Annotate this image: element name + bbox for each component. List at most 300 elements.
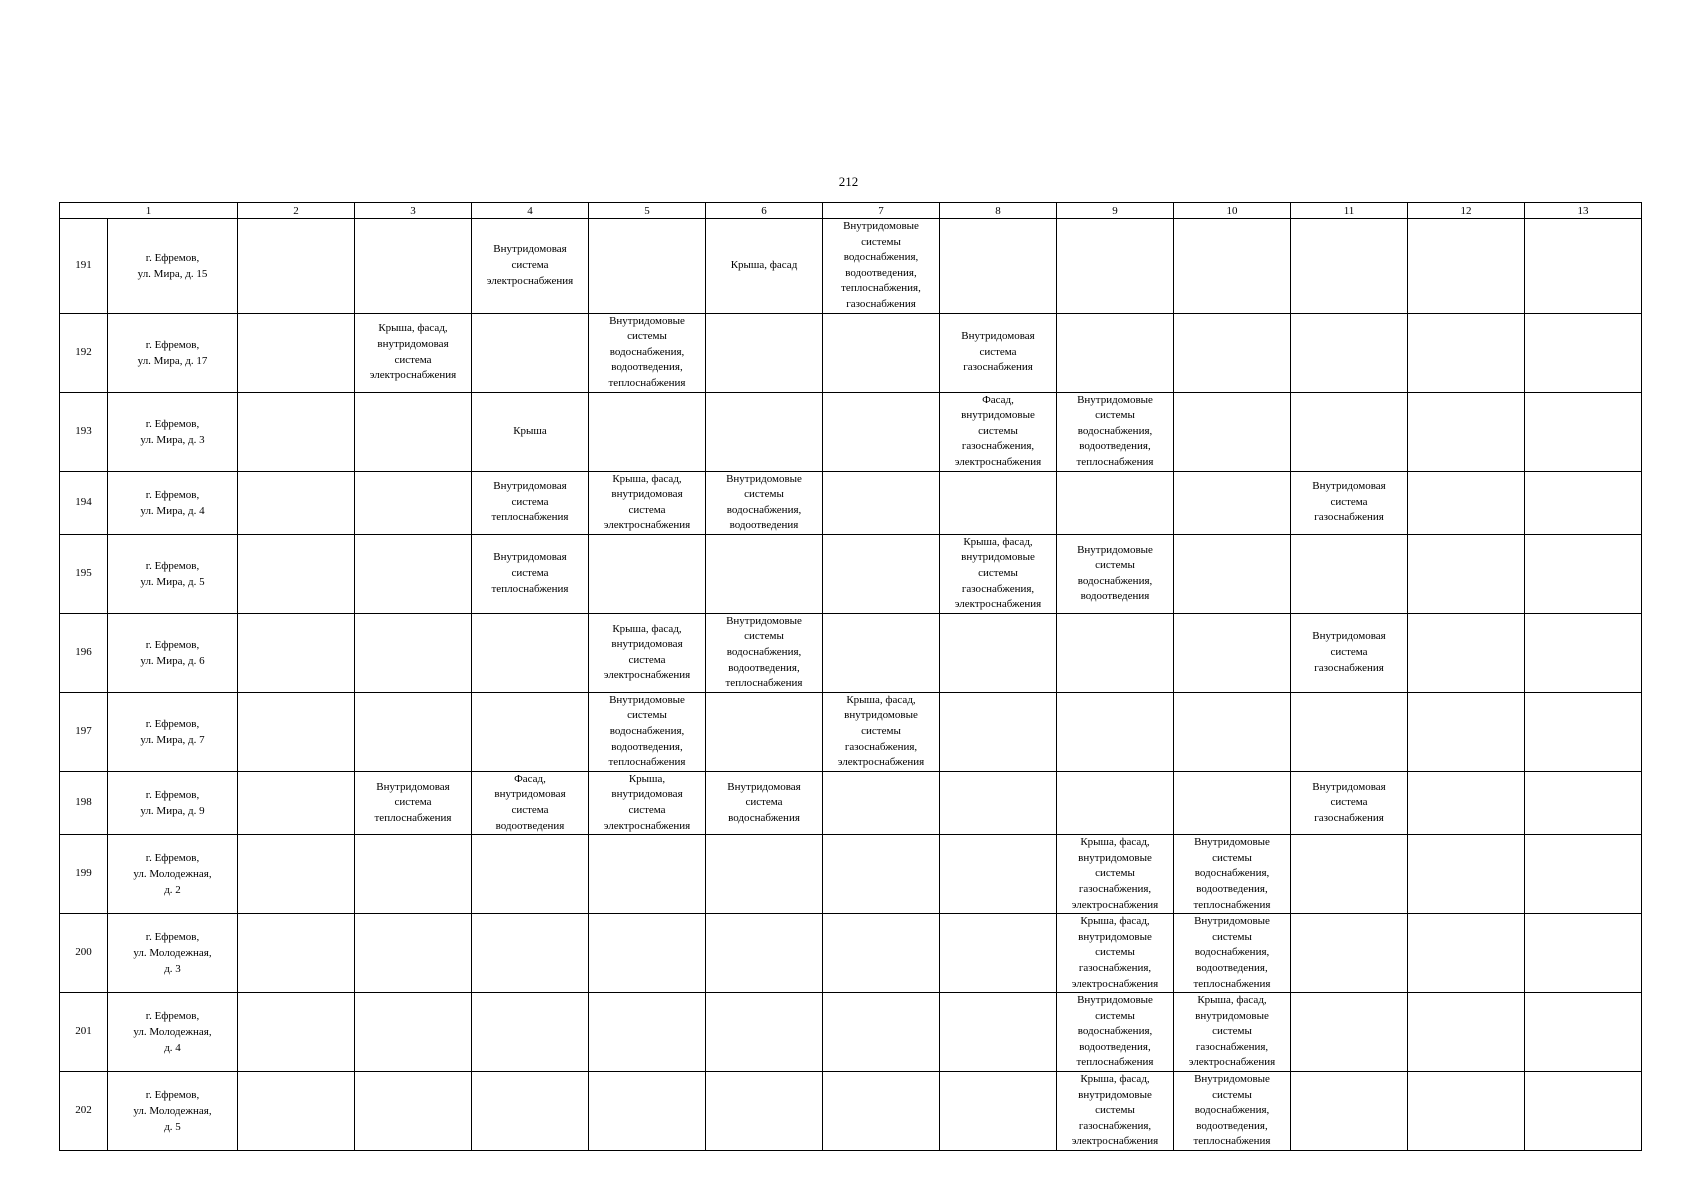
work-type-line: системы <box>1212 1088 1252 1101</box>
work-cell-col-8 <box>940 1072 1057 1151</box>
row-number: 191 <box>60 219 108 314</box>
work-cell-col-5 <box>589 771 706 834</box>
work-cell-col-12 <box>1408 471 1525 534</box>
work-type-line: система <box>511 803 549 816</box>
address-line: д. 2 <box>164 884 181 897</box>
address-cell <box>108 771 238 834</box>
work-cell-col-7 <box>823 692 940 771</box>
address-line: ул. Мира, д. 6 <box>140 654 205 667</box>
work-cell-col-6 <box>706 692 823 771</box>
work-cell-col-13 <box>1525 835 1642 914</box>
work-cell-col-2 <box>238 1072 355 1151</box>
row-number: 202 <box>60 1072 108 1151</box>
work-type-line: внутридомовая <box>611 638 683 651</box>
work-type-line: Крыша, фасад, <box>612 472 682 485</box>
work-cell-col-11 <box>1291 613 1408 692</box>
work-cell-col-9 <box>1057 613 1174 692</box>
work-cell-col-4 <box>472 613 589 692</box>
work-cell-col-7 <box>823 835 940 914</box>
table-row <box>60 313 1642 392</box>
work-cell-col-7 <box>823 914 940 993</box>
work-type-line: газоснабжения, <box>1078 961 1152 974</box>
row-number: 199 <box>60 835 108 914</box>
address-line: ул. Молодежная, <box>133 868 212 881</box>
work-cell-col-12 <box>1408 692 1525 771</box>
work-cell-col-4 <box>472 771 589 834</box>
work-type-line: электроснабжения <box>954 598 1042 611</box>
row-number: 201 <box>60 993 108 1072</box>
work-type-line: водоснабжения, <box>1194 1104 1270 1117</box>
work-cell-col-9 <box>1057 534 1174 613</box>
address-line: д. 4 <box>164 1042 181 1055</box>
work-cell-col-12 <box>1408 534 1525 613</box>
work-cell-col-11 <box>1291 993 1408 1072</box>
column-header: 12 <box>1408 203 1525 219</box>
work-type-line: Крыша, фасад, <box>612 622 682 635</box>
work-type-line: водоотведения, <box>728 661 800 674</box>
table-row <box>60 613 1642 692</box>
work-type-line: водоотведения, <box>1196 882 1268 895</box>
work-type-line: система <box>511 495 549 508</box>
work-cell-col-6 <box>706 392 823 471</box>
work-type-line: Внутридомовая <box>493 551 567 564</box>
work-type-line: теплоснабжения <box>725 677 803 690</box>
row-number: 197 <box>60 692 108 771</box>
work-cell-col-13 <box>1525 392 1642 471</box>
work-cell-col-5 <box>589 392 706 471</box>
work-cell-col-5 <box>589 835 706 914</box>
work-cell-col-10 <box>1174 771 1291 834</box>
row-number: 198 <box>60 771 108 834</box>
address-line: ул. Мира, д. 5 <box>140 575 205 588</box>
work-cell-col-11 <box>1291 1072 1408 1151</box>
work-type-line: внутридомовая <box>611 488 683 501</box>
column-header: 10 <box>1174 203 1291 219</box>
work-type-line: внутридомовая <box>494 788 566 801</box>
work-type-line: водоснабжения <box>728 811 800 824</box>
work-type-line: Внутридомовые <box>609 314 685 327</box>
row-number: 192 <box>60 313 108 392</box>
work-cell-col-5 <box>589 613 706 692</box>
work-cell-col-11 <box>1291 219 1408 314</box>
column-header: 13 <box>1525 203 1642 219</box>
work-cell-col-4 <box>472 534 589 613</box>
address-line: г. Ефремов, <box>145 638 200 651</box>
work-cell-col-8 <box>940 613 1057 692</box>
work-type-line: водоотведения, <box>1196 961 1268 974</box>
work-type-line: системы <box>1212 851 1252 864</box>
work-type-line: системы <box>861 235 901 248</box>
address-line: ул. Мира, д. 9 <box>140 804 205 817</box>
work-type-line: газоснабжения <box>1314 661 1384 674</box>
work-type-line: Крыша, фасад, <box>846 693 916 706</box>
work-cell-col-10 <box>1174 613 1291 692</box>
work-cell-col-8 <box>940 692 1057 771</box>
work-cell-col-9 <box>1057 835 1174 914</box>
work-cell-col-11 <box>1291 771 1408 834</box>
work-cell-col-13 <box>1525 692 1642 771</box>
work-type-line: водоотведения <box>1080 590 1150 603</box>
work-type-line: системы <box>1095 867 1135 880</box>
work-type-line: внутридомовые <box>844 709 918 722</box>
work-type-line: Внутридомовая <box>727 780 801 793</box>
work-type-line: Внутридомовая <box>1312 630 1386 643</box>
address-cell <box>108 692 238 771</box>
work-type-line: теплоснабжения, <box>841 282 921 295</box>
column-header: 9 <box>1057 203 1174 219</box>
work-type-line: электроснабжения <box>603 819 691 832</box>
work-type-line: система <box>394 353 432 366</box>
work-cell-col-3 <box>355 771 472 834</box>
work-cell-col-5 <box>589 219 706 314</box>
column-header: 1 <box>60 203 238 219</box>
work-type-line: водоотведения, <box>611 361 683 374</box>
work-type-line: газоснабжения <box>1314 811 1384 824</box>
work-cell-col-11 <box>1291 471 1408 534</box>
row-number: 194 <box>60 471 108 534</box>
work-cell-col-2 <box>238 219 355 314</box>
work-type-line: системы <box>627 330 667 343</box>
work-cell-col-3 <box>355 219 472 314</box>
address-line: г. Ефремов, <box>145 852 200 865</box>
work-type-line: Крыша, фасад, <box>963 535 1033 548</box>
table-body <box>60 219 1642 1151</box>
work-type-line: водоснабжения, <box>726 646 802 659</box>
work-cell-col-8 <box>940 835 1057 914</box>
work-cell-col-10 <box>1174 1072 1291 1151</box>
work-cell-col-12 <box>1408 993 1525 1072</box>
work-cell-col-7 <box>823 392 940 471</box>
work-type-line: водоснабжения, <box>1077 574 1153 587</box>
work-type-line: водоснабжения, <box>609 345 685 358</box>
work-type-line: Внутридомовая <box>1312 780 1386 793</box>
work-cell-col-6 <box>706 835 823 914</box>
header-row <box>60 203 1642 219</box>
address-line: ул. Мира, д. 17 <box>137 354 208 367</box>
work-type-line: системы <box>1212 930 1252 943</box>
address-cell <box>108 313 238 392</box>
table-row <box>60 835 1642 914</box>
work-cell-col-8 <box>940 471 1057 534</box>
address-line: ул. Мира, д. 4 <box>140 504 205 517</box>
work-type-line: система <box>628 503 666 516</box>
work-cell-col-2 <box>238 914 355 993</box>
table-row <box>60 914 1642 993</box>
address-line: ул. Молодежная, <box>133 1026 212 1039</box>
work-cell-col-2 <box>238 692 355 771</box>
work-type-line: газоснабжения, <box>1195 1040 1269 1053</box>
work-type-line: Внутридомовая <box>493 243 567 256</box>
work-cell-col-3 <box>355 835 472 914</box>
work-cell-col-7 <box>823 219 940 314</box>
address-cell <box>108 914 238 993</box>
work-cell-col-4 <box>472 692 589 771</box>
work-type-line: водоснабжения, <box>1077 1025 1153 1038</box>
work-type-line: Внутридомовые <box>1077 994 1153 1007</box>
work-cell-col-2 <box>238 471 355 534</box>
work-cell-col-9 <box>1057 219 1174 314</box>
work-type-line: теплоснабжения <box>491 582 569 595</box>
work-type-line: электроснабжения <box>603 669 691 682</box>
work-type-line: Крыша, фасад, <box>1080 915 1150 928</box>
work-cell-col-12 <box>1408 313 1525 392</box>
work-cell-col-13 <box>1525 471 1642 534</box>
work-type-line: газоснабжения, <box>844 740 918 753</box>
work-type-line: водоотведения <box>729 519 799 532</box>
work-cell-col-4 <box>472 993 589 1072</box>
column-header: 7 <box>823 203 940 219</box>
address-line: ул. Молодежная, <box>133 1105 212 1118</box>
work-type-line: Крыша <box>513 424 547 437</box>
work-type-line: системы <box>627 709 667 722</box>
table-row <box>60 471 1642 534</box>
work-type-line: системы <box>1212 1025 1252 1038</box>
work-type-line: внутридомовые <box>961 551 1035 564</box>
work-type-line: Крыша, фасад, <box>378 322 448 335</box>
work-type-line: системы <box>1095 409 1135 422</box>
work-type-line: теплоснабжения <box>1193 977 1271 990</box>
work-type-line: система <box>1330 495 1368 508</box>
work-type-line: Внутридомовая <box>961 330 1035 343</box>
work-cell-col-11 <box>1291 313 1408 392</box>
work-cell-col-12 <box>1408 613 1525 692</box>
work-cell-col-10 <box>1174 471 1291 534</box>
work-type-line: электроснабжения <box>954 455 1042 468</box>
work-cell-col-13 <box>1525 993 1642 1072</box>
work-type-line: Внутридомовые <box>1077 543 1153 556</box>
address-line: г. Ефремов, <box>145 1089 200 1102</box>
work-type-line: теплоснабжения <box>608 756 686 769</box>
address-cell <box>108 835 238 914</box>
address-line: г. Ефремов, <box>145 1010 200 1023</box>
work-cell-col-13 <box>1525 613 1642 692</box>
work-cell-col-10 <box>1174 914 1291 993</box>
work-cell-col-6 <box>706 771 823 834</box>
work-cell-col-6 <box>706 613 823 692</box>
work-type-line: теплоснабжения <box>374 811 452 824</box>
table-row <box>60 219 1642 314</box>
work-cell-col-6 <box>706 993 823 1072</box>
work-type-line: Внутридомовые <box>1077 393 1153 406</box>
work-type-line: Внутридомовые <box>609 693 685 706</box>
work-type-line: система <box>979 345 1017 358</box>
work-cell-col-4 <box>472 835 589 914</box>
work-type-line: водоснабжения, <box>1194 946 1270 959</box>
work-cell-col-9 <box>1057 471 1174 534</box>
column-header: 5 <box>589 203 706 219</box>
work-cell-col-7 <box>823 771 940 834</box>
work-type-line: теплоснабжения <box>1193 1135 1271 1148</box>
work-cell-col-8 <box>940 219 1057 314</box>
work-cell-col-7 <box>823 313 940 392</box>
table-row <box>60 771 1642 834</box>
work-cell-col-13 <box>1525 1072 1642 1151</box>
work-type-line: внутридомовые <box>1078 930 1152 943</box>
work-type-line: газоснабжения <box>846 297 916 310</box>
work-cell-col-11 <box>1291 914 1408 993</box>
address-line: г. Ефремов, <box>145 488 200 501</box>
work-cell-col-10 <box>1174 534 1291 613</box>
work-type-line: электроснабжения <box>1071 977 1159 990</box>
work-type-line: газоснабжения <box>1314 511 1384 524</box>
column-header: 6 <box>706 203 823 219</box>
work-cell-col-8 <box>940 313 1057 392</box>
column-header: 8 <box>940 203 1057 219</box>
work-type-line: водоотведения, <box>845 266 917 279</box>
work-cell-col-3 <box>355 1072 472 1151</box>
work-cell-col-3 <box>355 471 472 534</box>
work-cell-col-12 <box>1408 1072 1525 1151</box>
work-cell-col-9 <box>1057 1072 1174 1151</box>
address-line: г. Ефремов, <box>145 717 200 730</box>
work-type-line: водоснабжения, <box>1194 867 1270 880</box>
table-row <box>60 993 1642 1072</box>
address-line: г. Ефремов, <box>145 788 200 801</box>
work-cell-col-5 <box>589 914 706 993</box>
work-cell-col-7 <box>823 613 940 692</box>
work-cell-col-10 <box>1174 993 1291 1072</box>
work-cell-col-8 <box>940 914 1057 993</box>
work-cell-col-12 <box>1408 219 1525 314</box>
work-type-line: водоотведения, <box>611 740 683 753</box>
work-cell-col-6 <box>706 1072 823 1151</box>
work-type-line: электроснабжения <box>603 519 691 532</box>
table-row <box>60 692 1642 771</box>
work-type-line: внутридомовые <box>1078 1088 1152 1101</box>
work-cell-col-7 <box>823 534 940 613</box>
address-line: г. Ефремов, <box>145 931 200 944</box>
address-cell <box>108 1072 238 1151</box>
work-cell-col-10 <box>1174 392 1291 471</box>
work-type-line: электроснабжения <box>1071 1135 1159 1148</box>
column-header: 4 <box>472 203 589 219</box>
work-type-line: электроснабжения <box>1188 1056 1276 1069</box>
work-cell-col-9 <box>1057 313 1174 392</box>
work-type-line: система <box>511 567 549 580</box>
work-type-line: теплоснабжения <box>491 511 569 524</box>
work-cell-col-6 <box>706 914 823 993</box>
table-row <box>60 1072 1642 1151</box>
work-cell-col-2 <box>238 534 355 613</box>
work-cell-col-3 <box>355 613 472 692</box>
work-cell-col-6 <box>706 534 823 613</box>
address-cell <box>108 219 238 314</box>
work-cell-col-7 <box>823 471 940 534</box>
work-cell-col-13 <box>1525 771 1642 834</box>
work-type-line: система <box>628 653 666 666</box>
work-cell-col-8 <box>940 534 1057 613</box>
address-cell <box>108 993 238 1072</box>
address-line: ул. Мира, д. 7 <box>140 733 205 746</box>
work-cell-col-9 <box>1057 993 1174 1072</box>
address-line: г. Ефремов, <box>145 251 200 264</box>
work-cell-col-4 <box>472 914 589 993</box>
work-type-line: водоснабжения, <box>609 725 685 737</box>
address-line: д. 5 <box>164 1121 181 1134</box>
work-type-line: внутридомовые <box>961 409 1035 422</box>
work-cell-col-5 <box>589 993 706 1072</box>
address-cell <box>108 471 238 534</box>
work-cell-col-9 <box>1057 771 1174 834</box>
work-type-line: система <box>394 796 432 809</box>
page-number: 212 <box>838 174 859 189</box>
work-type-line: системы <box>1095 1009 1135 1022</box>
work-type-line: внутридомовые <box>1195 1009 1269 1022</box>
work-type-line: Фасад, <box>982 393 1014 406</box>
work-cell-col-5 <box>589 471 706 534</box>
table-row <box>60 534 1642 613</box>
work-type-line: Внутридомовые <box>1194 915 1270 928</box>
work-cell-col-11 <box>1291 392 1408 471</box>
work-type-line: система <box>745 796 783 809</box>
work-type-line: газоснабжения <box>963 361 1033 374</box>
work-type-line: теплоснабжения <box>608 376 686 389</box>
work-type-line: теплоснабжения <box>1193 898 1271 911</box>
address-cell <box>108 392 238 471</box>
work-cell-col-4 <box>472 392 589 471</box>
work-cell-col-10 <box>1174 219 1291 314</box>
row-number: 200 <box>60 914 108 993</box>
work-type-line: Внутридомовая <box>1312 480 1386 493</box>
row-number: 195 <box>60 534 108 613</box>
work-type-line: системы <box>1095 559 1135 572</box>
work-type-line: системы <box>978 424 1018 437</box>
work-type-line: водоснабжения, <box>843 251 919 264</box>
work-cell-col-8 <box>940 771 1057 834</box>
work-type-line: газоснабжения, <box>1078 882 1152 895</box>
work-type-line: внутридомовая <box>611 788 683 801</box>
work-cell-col-2 <box>238 835 355 914</box>
work-type-line: Внутридомовые <box>1194 1073 1270 1086</box>
work-cell-col-3 <box>355 993 472 1072</box>
work-type-line: Внутридомовые <box>726 472 802 485</box>
work-cell-col-3 <box>355 534 472 613</box>
work-type-line: Крыша, <box>628 772 666 785</box>
repair-schedule-table <box>59 202 1642 1151</box>
work-cell-col-2 <box>238 771 355 834</box>
address-line: г. Ефремов, <box>145 338 200 351</box>
work-cell-col-11 <box>1291 534 1408 613</box>
work-cell-col-5 <box>589 534 706 613</box>
work-cell-col-4 <box>472 313 589 392</box>
work-type-line: теплоснабжения <box>1076 1056 1154 1069</box>
address-cell <box>108 534 238 613</box>
work-cell-col-12 <box>1408 771 1525 834</box>
work-cell-col-8 <box>940 993 1057 1072</box>
work-type-line: внутридомовая <box>377 337 449 350</box>
work-type-line: Внутридомовая <box>493 480 567 493</box>
work-type-line: водоотведения, <box>1079 440 1151 453</box>
work-cell-col-2 <box>238 313 355 392</box>
work-cell-col-10 <box>1174 835 1291 914</box>
address-line: д. 3 <box>164 963 181 976</box>
work-cell-col-9 <box>1057 392 1174 471</box>
work-cell-col-6 <box>706 471 823 534</box>
work-cell-col-2 <box>238 392 355 471</box>
work-cell-col-9 <box>1057 914 1174 993</box>
work-type-line: газоснабжения, <box>1078 1119 1152 1132</box>
address-cell <box>108 613 238 692</box>
work-type-line: система <box>511 258 549 271</box>
work-cell-col-3 <box>355 914 472 993</box>
work-type-line: система <box>1330 796 1368 809</box>
work-cell-col-4 <box>472 1072 589 1151</box>
work-type-line: системы <box>861 725 901 737</box>
work-cell-col-2 <box>238 613 355 692</box>
work-type-line: системы <box>744 630 784 643</box>
address-line: ул. Молодежная, <box>133 947 212 960</box>
work-type-line: внутридомовые <box>1078 851 1152 864</box>
